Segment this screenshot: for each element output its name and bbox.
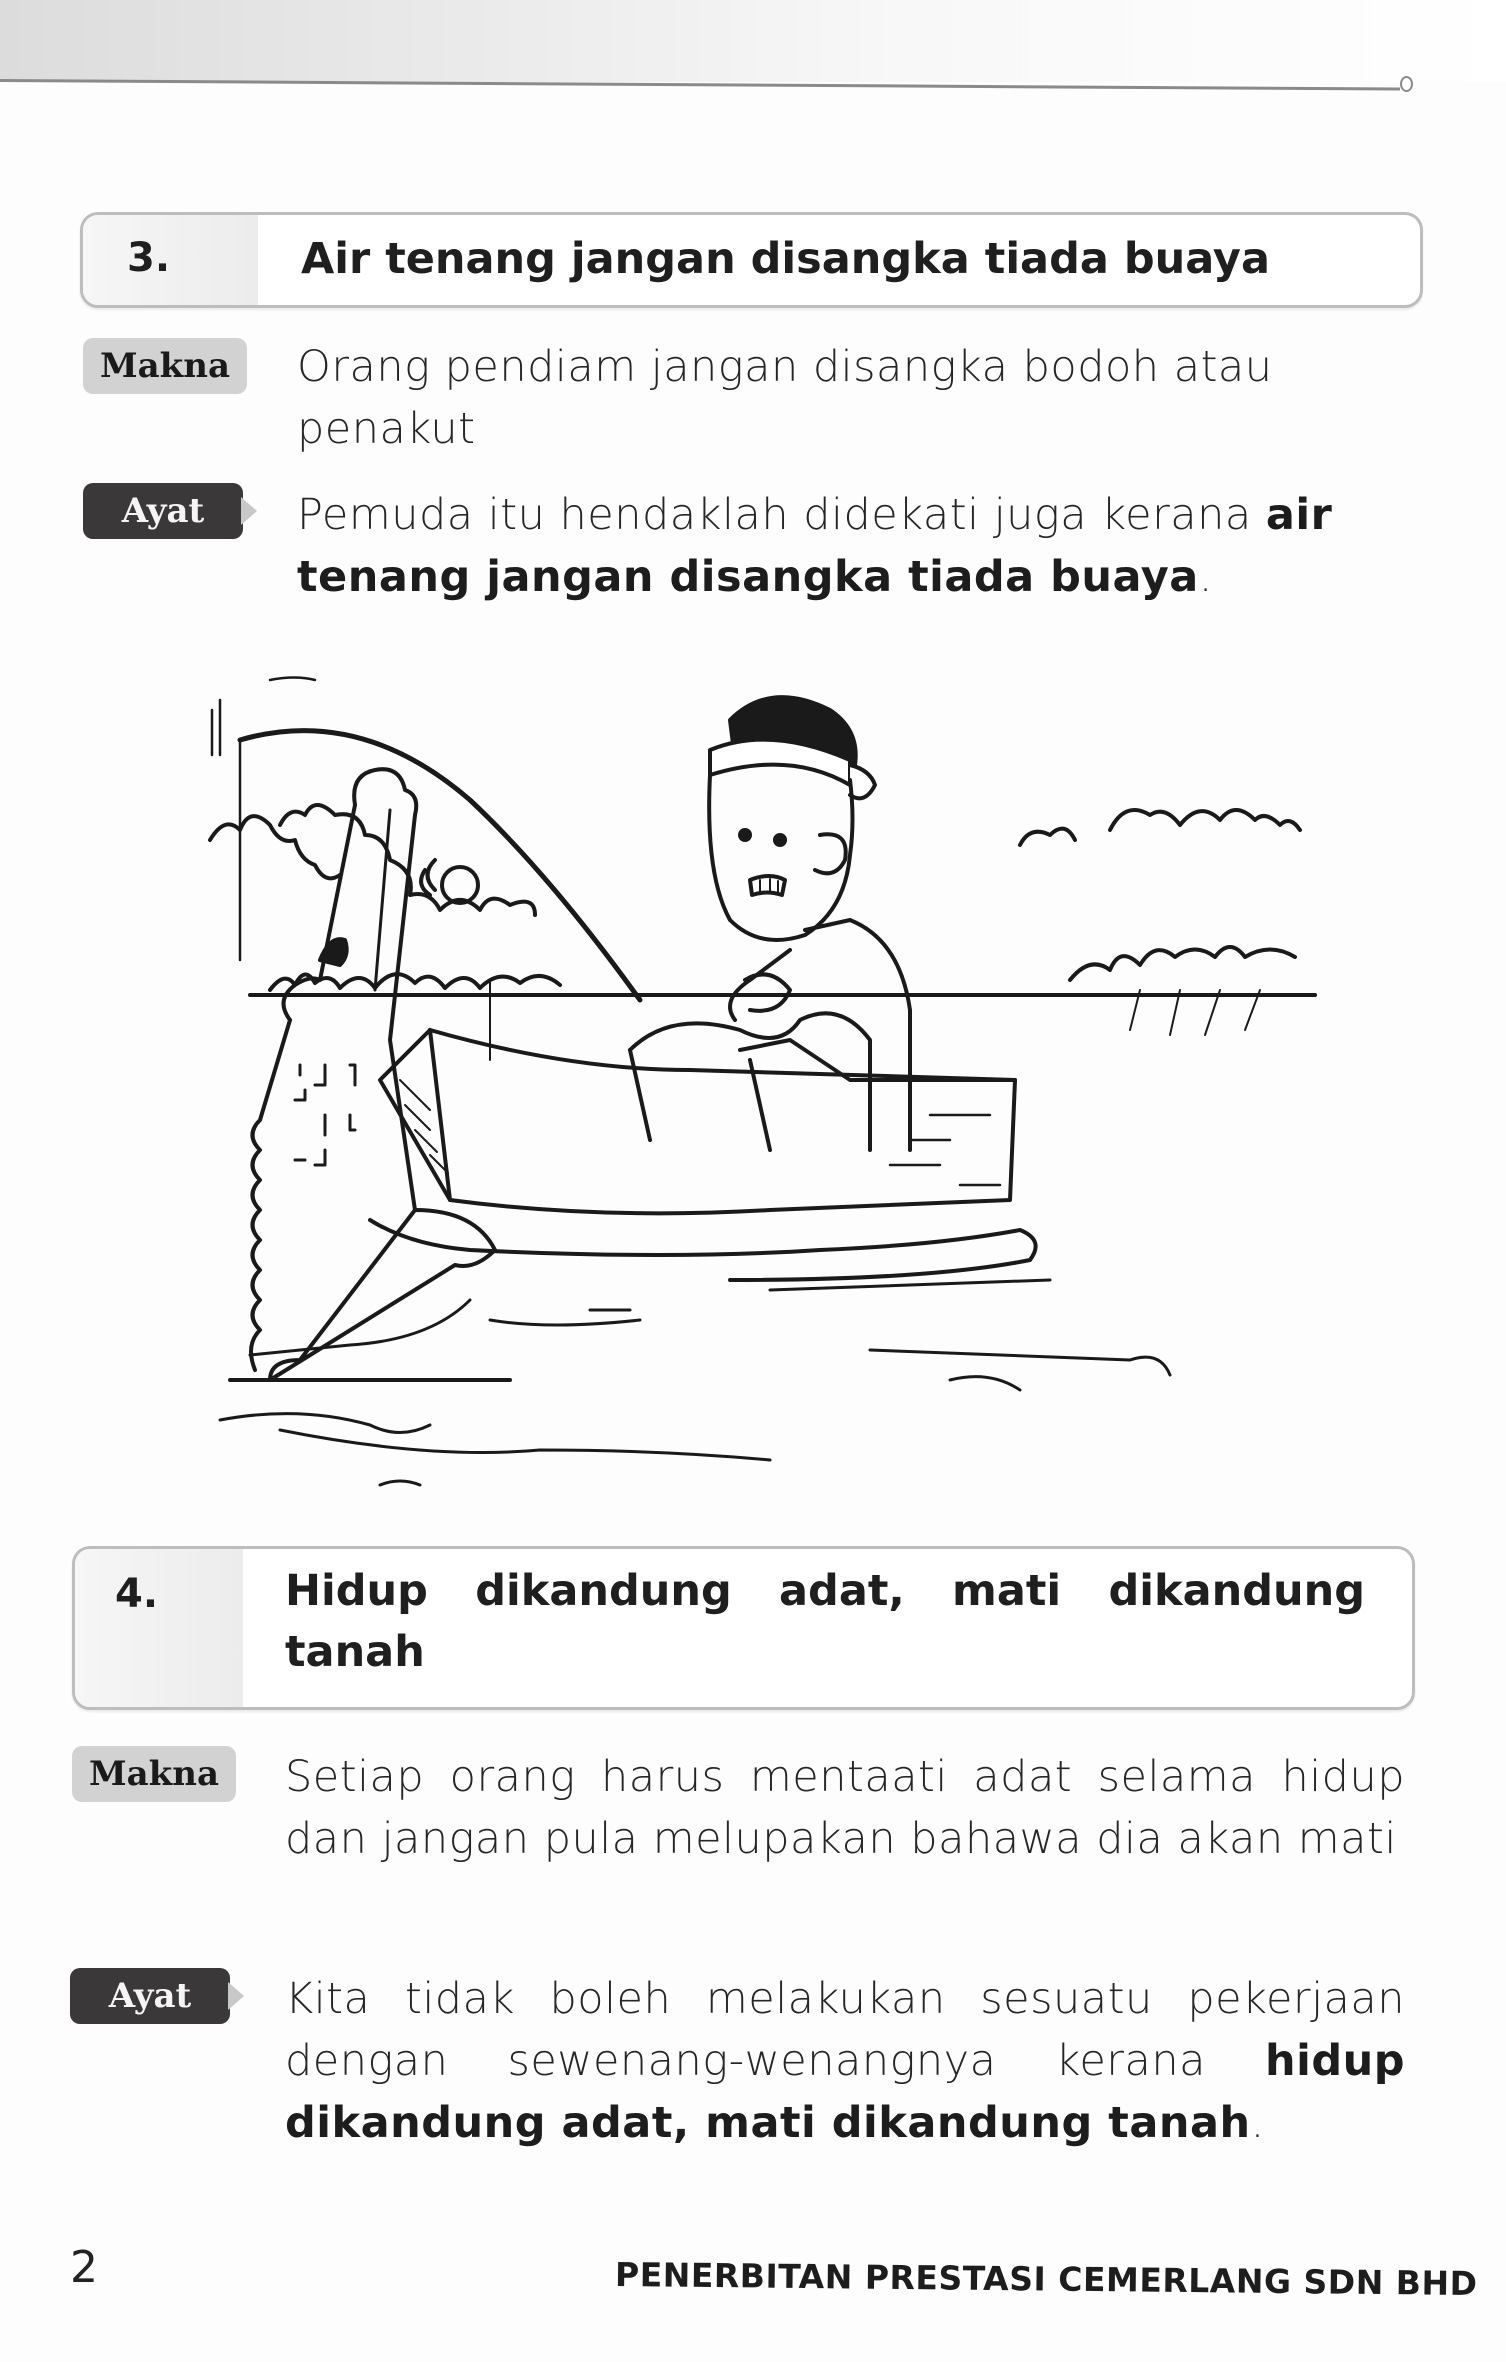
entry-3-ayat-label	[83, 483, 243, 539]
sentence-end: .	[1250, 2098, 1265, 2148]
fishing-rod-icon	[212, 678, 640, 1001]
sentence-plain: Kita tidak boleh melakukan sesuatu pekerjaan dengan sewenang-wenangnya kerana	[285, 1974, 1405, 2086]
page-number: 2	[70, 2242, 98, 2293]
water-ripples-icon	[220, 1280, 1170, 1485]
entry-4-title: Hidup dikandung adat, mati dikandung tanah	[285, 1566, 1365, 1677]
entry-4-sentence	[285, 1968, 1405, 2154]
entry-4-title-box	[72, 1546, 1415, 1710]
entry-number-cell	[83, 215, 258, 305]
page-top-shading	[0, 0, 1506, 82]
entry-4-ayat-label	[70, 1968, 230, 2024]
entry-4-number: 4.	[115, 1571, 159, 1617]
boat-icon	[370, 1030, 1036, 1280]
entry-number-cell	[75, 1549, 243, 1707]
sentence-plain: Pemuda itu hendaklah didekati juga kerana	[297, 490, 1266, 540]
entry-3-meaning: Orang pendiam jangan disangka bodoh atau penakut	[297, 342, 1273, 454]
illustration-crocodile-fisherman	[190, 660, 1320, 1490]
publisher-name: PENERBITAN PRESTASI CEMERLANG SDN BHD	[614, 2255, 1478, 2304]
arrow-right-icon	[241, 497, 257, 525]
ayat-label-text: Ayat	[108, 1976, 192, 2016]
crocodile-icon	[230, 769, 510, 1380]
sentence-bold-proverb: air tenang jangan disangka tiada buaya	[297, 490, 1333, 602]
entry-3-number: 3.	[127, 235, 171, 281]
fisherman-icon	[630, 697, 910, 1150]
entry-3-sentence	[297, 484, 1427, 608]
sentence-bold-proverb: hidup dikandung adat, mati dikandung tanah	[285, 2036, 1405, 2148]
entry-3-title: Air tenang jangan disangka tiada buaya	[301, 234, 1270, 284]
ayat-label-text: Ayat	[121, 491, 205, 531]
arrow-right-icon	[228, 1982, 244, 2010]
trees-icon	[210, 805, 1315, 1060]
entry-3-title-box	[80, 212, 1423, 308]
entry-3-makna-label: Makna	[83, 338, 247, 394]
sentence-end: .	[1198, 552, 1213, 602]
entry-4-makna-label: Makna	[72, 1746, 236, 1802]
entry-4-meaning: Setiap orang harus mentaati adat selama hidup dan jangan pula melupakan bahawa dia akan mati	[285, 1752, 1405, 1864]
header-rule-end-dot	[1400, 76, 1413, 92]
